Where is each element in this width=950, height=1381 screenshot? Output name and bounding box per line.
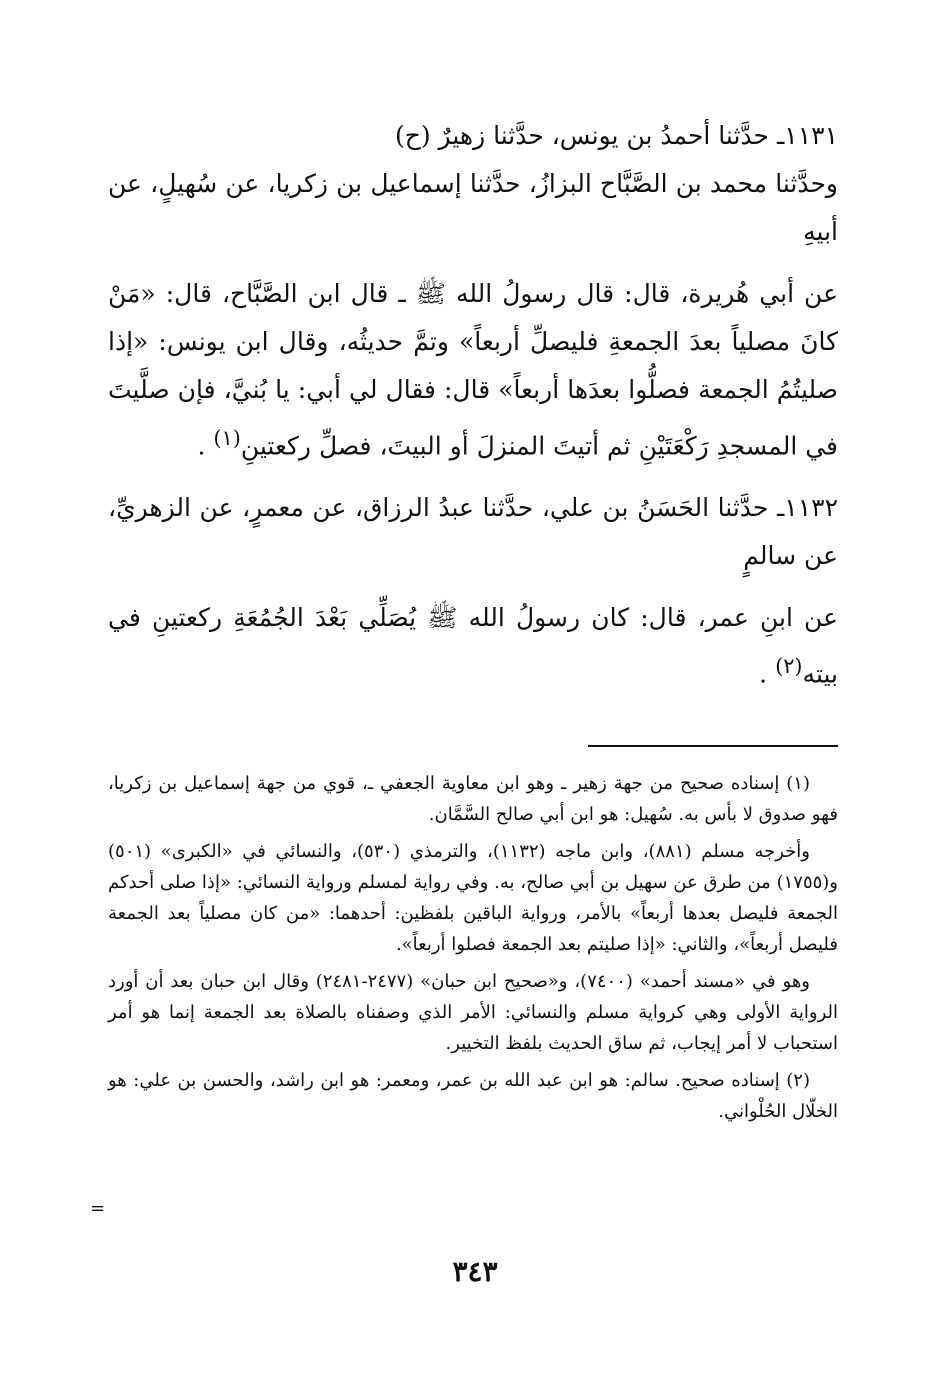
hadith-1132-matn-text: عن ابنِ عمر، قال: كان رسولُ الله ﷺ يُصَلِّي بَعْدَ الجُمُعَةِ ركعتينِ في بيته: [108, 603, 838, 689]
footnotes: [108, 768, 838, 1133]
hadith-1131-chain-line1: ١١٣١ـ حدَّثنا أحمدُ بن يونس، حدَّثنا زهيرٌ (ح): [394, 121, 838, 150]
footnote-1-paragraph-3: وهو في «مسند أحمد» (٧٤٠٠)، و«صحيح ابن حبان» (٢٤٧٧-٢٤٨١) وقال ابن حبان بعد أن أورد الرواية الأولى وهي كرواية مسلم والنسائي: الأمر الذي وصفناه بالصلاة بعد الجمعة إنما هو أمر استحباب لا أمر إيجاب، ثم ساق الحديث بلفظ التخيير.: [108, 971, 839, 1054]
footnote-1-paragraph-2: وأخرجه مسلم (٨٨١)، وابن ماجه (١١٣٢)، والترمذي (٥٣٠)، والنسائي في «الكبرى» (٥٠١) و(١٧٥٥) من طرق عن سهيل بن أبي صالح، به. وفي رواية لمسلم ورواية النسائي: «إذا صلى أحدكم الجمعة فليصل بعدها أربعاً» بالأمر، ورواية الباقين بلفظين: أحدهما: «من كان مصلياً بعد الجمعة فليصل أربعاً»، والثاني: «إذا صليتم بعد الجمعة فصلوا أربعاً».: [108, 841, 838, 955]
footnote-separator: [588, 745, 838, 747]
hadith-1131-matn: [108, 270, 838, 470]
hadith-1132-matn: [108, 594, 838, 698]
footnote-marker-1: (١): [213, 426, 241, 450]
main-text: [108, 112, 838, 699]
page-number: ٣٤٣: [452, 1255, 498, 1288]
footnote-2: (٢) إسناده صحيح. سالم: هو ابن عبد الله بن عمر، ومعمر: هو ابن راشد، والحسن بن علي: هو الخلّال الحُلْواني.: [108, 1070, 838, 1122]
hadith-1131-matn-text: عن أبي هُريرة، قال: قال رسولُ الله ﷺ ـ قال ابن الصَّبَّاح، قال: «مَنْ كانَ مصلياً بعدَ الجمعةِ فليصلِّ أربعاً» وتمَّ حديثُه، وقال ابن يونس: «إذا صليتُمُ الجمعة فصلُّوا بعدَها أربعاً» قال: فقال لي أبي: يا بُنيَّ، فإن صلَّيتَ في المسجدِ رَكْعَتَيْنِ ثم أتيتَ المنزلَ أو البيتَ، فصلِّ ركعتينِ: [108, 279, 838, 461]
hadith-1131-chain-line2: وحدَّثنا محمد بن الصَّبَّاح البزازُ، حدَّثنا إسماعيل بن زكريا، عن سُهيلٍ، عن أبيهِ: [108, 169, 838, 246]
footnote-1-paragraph-1: (١) إسناده صحيح من جهة زهير ـ وهو ابن معاوية الجعفي ـ، قوي من جهة إسماعيل بن زكريا، فهو صدوق لا بأس به. سُهيل: هو ابن أبي صالح السَّمَّان.: [108, 773, 838, 825]
hadith-1132-end: .: [759, 659, 768, 689]
hadith-1132-chain: ١١٣٢ـ حدَّثنا الحَسَنُ بن علي، حدَّثنا عبدُ الرزاق، عن معمرٍ، عن الزهريِّ، عن سالمٍ: [108, 493, 838, 571]
footnote-marker-2: (٢): [775, 654, 803, 679]
continuation-mark: =: [90, 1198, 106, 1219]
hadith-1131-end: .: [197, 431, 206, 461]
